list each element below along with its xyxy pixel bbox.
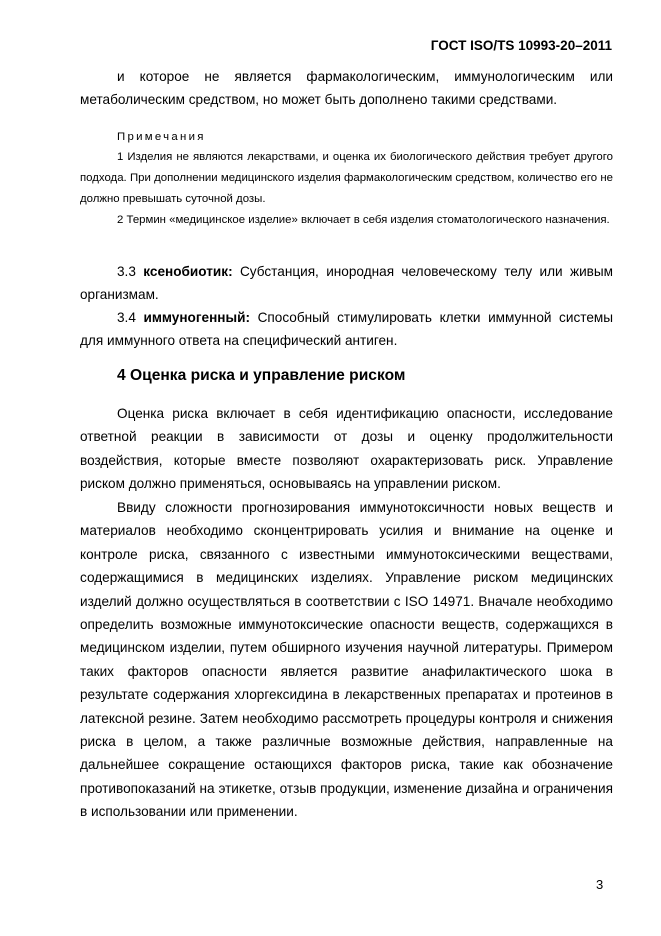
section-4-paragraph-2: Ввиду сложности прогнозирования иммунотоксичности новых веществ и материалов необходимо сконцентрировать усилия и внимание на оценке и контроле риска, связанного с известными иммунотоксическими веществами, содержащимися в медицинских изделиях. Управление риском медицинских изделий должно осуществляться в соответствии с ISO 14971. Вначале необходимо определить возможные иммунотоксические опасности веществ, содержащихся в медицинском изделии, путем обширного изучения научной литературы. Примером таких факторов опасности является развитие анафилактического шока в результате содержания хлоргексидина в лекарственных препаратах и протеинов в латексной резине. Затем необходимо рассмотреть процедуры контроля и снижения риска в целом, а также различные возможные действия, направленные на дальнейшее сокращение остающихся факторов риска, такие как обозначение противопоказаний на этикетке, отзыв продукции, изменение дизайна и ограничения в использовании или применении. <box>80 500 613 820</box>
definition-number: 3.3 <box>117 264 136 279</box>
definition-text: Способный стимулировать клетки иммунной системы для иммунного ответа на специфический антиген. <box>80 310 613 349</box>
definition-3-4 <box>80 306 613 353</box>
note-2: 2 Термин «медицинское изделие» включает в себя изделия стоматологического назначения. <box>117 214 610 226</box>
note-1: 1 Изделия не являются лекарствами, и оценка их биологического действия требует другого подхода. При дополнении медицинского изделия фармакологическим средством, количество его не должно превышать суточной дозы. <box>80 151 613 205</box>
definition-term: иммуногенный: <box>143 310 250 325</box>
page-number: 3 <box>596 877 604 892</box>
definition-term: ксенобиотик: <box>143 264 233 279</box>
definition-3-3 <box>80 260 613 307</box>
intro-paragraph: и которое не является фармакологическим, иммунологическим или метаболическим средством, но может быть дополнено такими средствами. <box>80 69 613 108</box>
document-header: ГОСТ ISO/TS 10993-20–2011 <box>430 38 612 53</box>
section-4-paragraph-1: Оценка риска включает в себя идентификацию опасности, исследование ответной реакции в зависимости от дозы и оценку продолжительности воздействия, которые вместе позволяют охарактеризовать риск. Управление риском должно применяться, основываясь на управлении риском. <box>80 406 613 492</box>
section-4-title: 4 Оценка риска и управление риском <box>117 367 406 384</box>
definition-text: Субстанция, инородная человеческому телу или живым организмам. <box>80 264 613 303</box>
definition-number: 3.4 <box>117 310 136 325</box>
notes-heading: Примечания <box>117 131 206 143</box>
